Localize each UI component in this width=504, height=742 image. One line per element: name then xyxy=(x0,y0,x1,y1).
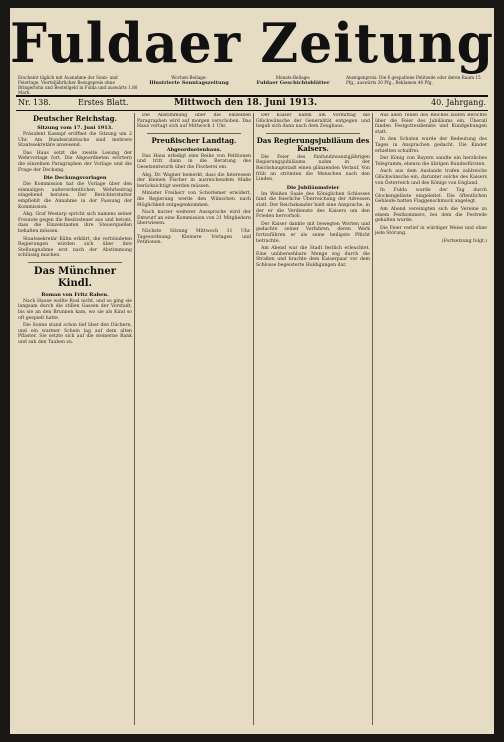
paragraph: Der Kaiser nahm am Vormittag die Glückwünsche der Generalität entgegen und begab sich dann nach dem Zeughaus. xyxy=(256,113,370,130)
edition-label: Erstes Blatt. xyxy=(78,98,129,107)
masthead xyxy=(10,8,494,94)
paragraph: In den Schulen wurde der Bedeutung des Tages in Ansprachen gedacht. Die Kinder erhielten schulfrei. xyxy=(375,137,487,154)
paragraph: Nach Hause wollte Rosl nicht, und so ging sie langsam durch die stillen Gassen der Vorstadt, bis sie an den Brunnen kam, wo sie als Kind so oft gespielt hatte. xyxy=(18,298,132,321)
serial-author: Roman von Fritz Raben. xyxy=(41,291,109,298)
weekly-supplement xyxy=(144,75,234,94)
column-4 xyxy=(375,113,487,725)
article-subheadline: Sitzung vom 17. Juni 1913. xyxy=(37,125,113,131)
paragraph: Der Kaiser dankte mit bewegten Worten und gedachte seiner Vorfahren, deren Werk fortzuführen er als seine heiligste Pflicht betrachte. xyxy=(256,221,370,244)
paragraph: Die Feier des fünfundzwanzigjährigen Regierungsjubiläums nahm in der Reichshauptstadt einen glänzenden Verlauf. Von früh an strömten die Menschen nach den Linden. xyxy=(256,154,370,183)
paragraph: Die Feier verlief in würdiger Weise und ohne jede Störung. xyxy=(375,225,487,237)
section-separator xyxy=(147,133,241,134)
section-heading: Die Jubiläumsfeier xyxy=(286,184,340,191)
paragraph: Präsident Kaempf eröffnet die Sitzung um 2 Uhr. Am Bundesratstische sind mehrere Staatssekretäre anwesend. xyxy=(18,132,132,149)
paragraph: Abg. Dr. Wagner bemerkt, dass die Interessen der kleinen Fischer in ausreichendem Maße berücksichtigt werden müssen. xyxy=(137,172,251,189)
subscription-note: Erscheint täglich mit Ausnahme der Sonn- und Feiertage. Vierteljährlicher Bezugspreis ohne Bringerlohn und Bestellgeld in Fulda und auswärts 1,80 Mark. xyxy=(18,75,138,94)
section-separator xyxy=(28,262,122,263)
weekly-supplement-label: Wochen-Beilage: xyxy=(171,75,207,80)
paragraph: Das Haus erledigt eine Reihe von Petitionen und tritt dann in die Beratung des Gesetzentwurfs über die Fischerei ein. xyxy=(137,153,251,170)
article-headline: Preußischer Landtag. xyxy=(151,135,237,145)
newspaper-title: Fuldaer Zeitung xyxy=(10,11,494,76)
advertising-note: Anzeigenpreis: Die 6 gespaltene Petitzeile oder deren Raum 15 Pfg., auswärts 20 Pfg., Reklamen 40 Pfg. xyxy=(346,75,481,85)
serial-title: Das Münchner Kindl. xyxy=(33,265,117,289)
paragraph: Der König von Bayern sandte ein herzliches Telegramm, ebenso die übrigen Bundesfürsten. xyxy=(375,156,487,167)
paragraph: Minister Freiherr von Schorlemer erwidert, die Regierung werde den Wünschen nach Möglichkeit entgegenkommen. xyxy=(137,191,251,208)
column-divider xyxy=(372,113,373,725)
monthly-supplement xyxy=(248,75,338,94)
paragraph: In Fulda wurde der Tag durch Glockengeläute eingeleitet. Die öffentlichen Gebäude hatten Flaggenschmuck angelegt. xyxy=(375,188,487,205)
paragraph: Nach kurzer weiterer Aussprache wird der Entwurf an eine Kommission von 21 Mitgliedern überwiesen. xyxy=(137,210,251,227)
column-divider xyxy=(134,113,135,725)
paragraph: Am Abend war die Stadt festlich erleuchtet. Eine unübersehbare Menge zog durch die Straßen und brachte dem Kaiserpaar vor dem Schlosse begeisterte Huldigungen dar. xyxy=(256,246,370,268)
article-headline: Deutscher Reichstag. xyxy=(32,114,118,123)
paragraph: Die Abstimmung über die einzelnen Paragraphen wird auf morgen verschoben. Das Haus vertagt sich auf Mittwoch 1 Uhr. xyxy=(137,113,251,130)
dateline-rule xyxy=(16,110,488,111)
paragraph: Im Weißen Saale des Königlichen Schlosses fand die feierliche Überreichung der Adressen statt. Der Reichskanzler hielt eine Ansprache, in der er die Verdienste des Kaisers um den Frieden hervorhob. xyxy=(256,191,370,220)
weekly-supplement-name: Illustrierte Sonntagszeitung xyxy=(149,80,229,86)
column-3 xyxy=(256,113,370,725)
paragraph: Die Kommission hat die Vorlage über den einmaligen außerordentlichen Wehrbeitrag eingehend beraten. Der Berichterstatter empfiehlt die Annahme in der Fassung der Kommission. xyxy=(18,182,132,210)
issue-date: Mittwoch den 18. Juni 1913. xyxy=(174,98,318,108)
section-separator xyxy=(266,133,360,134)
paragraph: Am Abend vereinigten sich die Vereine zu einem Festkommers, bei dem die Festrede gehalten wurde. xyxy=(375,206,487,224)
column-divider xyxy=(253,113,254,725)
volume-label: 40. Jahrgang. xyxy=(431,98,486,107)
column-2 xyxy=(137,113,251,725)
newspaper-page xyxy=(10,8,494,734)
monthly-supplement-label: Monats-Beilage: xyxy=(275,75,311,80)
paragraph: Das Haus setzt die zweite Lesung der Wehrvorlage fort. Die Abgeordneten erörtern die einzelnen Paragraphen der Vorlage und die Frage der Deckung. xyxy=(18,150,132,173)
monthly-supplement-name: Fuldaer Geschichtsblätter xyxy=(256,80,330,86)
paragraph: Auch aus dem Auslande trafen zahlreiche Glückwünsche ein, darunter solche des Kaisers von Österreich und des Königs von England. xyxy=(375,169,487,186)
dateline xyxy=(16,97,488,109)
paragraph: Abg. Graf Westarp spricht sich namens seiner Freunde gegen die Besitzsteuer aus und betont, dass die Einzelstaaten ihre Steuerquellen behalten müssen. xyxy=(18,212,132,234)
column-1 xyxy=(18,113,132,725)
article-subheadline: Abgeordnetenhaus. xyxy=(166,146,222,153)
continuation-note: (Fortsetzung folgt.) xyxy=(441,238,487,244)
issue-number: Nr. 138. xyxy=(18,98,51,107)
section-heading: Die Deckungsvorlagen xyxy=(43,175,107,182)
paragraph: Staatssekretär Kühn erklärt, die verbündeten Regierungen würden sich über ihre Stellungnahme erst nach der Abstimmung schlüssig machen. xyxy=(18,236,132,259)
paragraph: Nächste Sitzung Mittwoch 11 Uhr. Tagesordnung: Kleinere Vorlagen und Petitionen. xyxy=(137,228,251,246)
paragraph: Die Sonne stand schon tief über den Dächern, und ein warmer Schein lag auf dem alten Pflaster. Sie setzte sich auf die steinerne Bank und sah den Tauben zu. xyxy=(18,323,132,346)
article-headline: Das Regierungsjubiläum des Kaisers. xyxy=(256,135,370,153)
paragraph: Aus allen Teilen des Reiches laufen Berichte über die Feier des Jubiläums ein. Überall fanden Festgottesdienste und Kundgebungen statt. xyxy=(375,113,487,135)
